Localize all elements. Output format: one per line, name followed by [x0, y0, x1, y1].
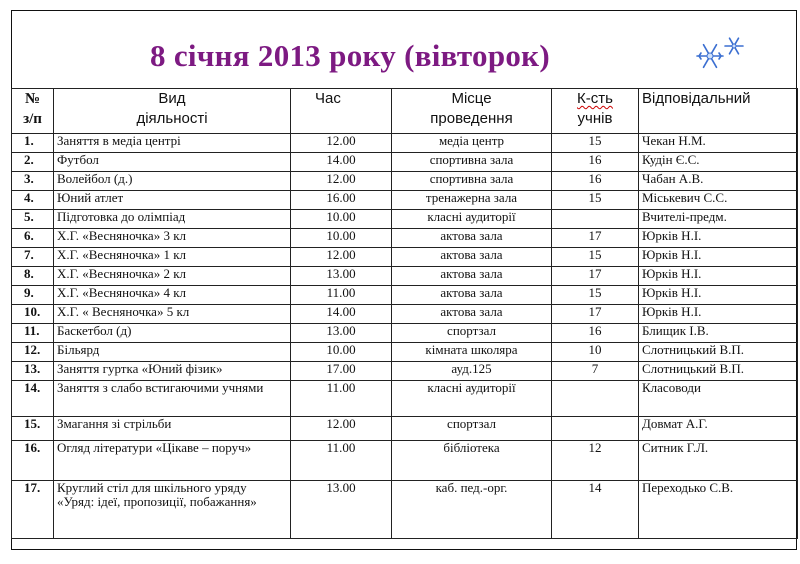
row-activity: Х.Г. «Весняночка» 4 кл	[54, 286, 291, 305]
row-time: 14.00	[291, 305, 392, 324]
table-row	[12, 343, 798, 362]
row-responsible: Переходько С.В.	[639, 481, 798, 539]
row-number: 5.	[12, 210, 54, 229]
table-row	[12, 286, 798, 305]
row-responsible: Юрків Н.І.	[639, 305, 798, 324]
table-row	[12, 441, 798, 481]
row-number: 6.	[12, 229, 54, 248]
schedule-table	[11, 88, 798, 539]
row-responsible: Чабан А.В.	[639, 172, 798, 191]
row-number: 7.	[12, 248, 54, 267]
row-count: 15	[552, 134, 639, 153]
row-count	[552, 210, 639, 229]
row-responsible: Блищик І.В.	[639, 324, 798, 343]
row-place: класні аудиторії	[392, 381, 552, 417]
row-count: 15	[552, 286, 639, 305]
row-place: актова зала	[392, 305, 552, 324]
row-place: спортзал	[392, 417, 552, 441]
row-responsible: Юрків Н.І.	[639, 286, 798, 305]
row-number: 3.	[12, 172, 54, 191]
row-number: 17.	[12, 481, 54, 539]
table-row	[12, 172, 798, 191]
row-responsible: Довмат А.Г.	[639, 417, 798, 441]
header-activity: Вид діяльності	[54, 89, 291, 134]
row-activity: Заняття в медіа центрі	[54, 134, 291, 153]
row-activity: Баскетбол (д)	[54, 324, 291, 343]
row-number: 15.	[12, 417, 54, 441]
row-number: 1.	[12, 134, 54, 153]
row-time: 12.00	[291, 134, 392, 153]
row-activity: Х.Г. « Весняночка» 5 кл	[54, 305, 291, 324]
table-row	[12, 267, 798, 286]
row-time: 13.00	[291, 267, 392, 286]
row-count	[552, 381, 639, 417]
table-row	[12, 191, 798, 210]
row-place: актова зала	[392, 229, 552, 248]
row-place: кімната школяра	[392, 343, 552, 362]
header-count: К-сть учнів	[552, 89, 639, 134]
row-number: 2.	[12, 153, 54, 172]
row-number: 10.	[12, 305, 54, 324]
row-count: 17	[552, 305, 639, 324]
row-count: 7	[552, 362, 639, 381]
row-count: 12	[552, 441, 639, 481]
row-count: 17	[552, 229, 639, 248]
row-activity: Футбол	[54, 153, 291, 172]
row-time: 13.00	[291, 324, 392, 343]
row-responsible: Чекан Н.М.	[639, 134, 798, 153]
row-responsible: Ситник Г.Л.	[639, 441, 798, 481]
row-place: актова зала	[392, 286, 552, 305]
table-row	[12, 305, 798, 324]
row-time: 10.00	[291, 210, 392, 229]
row-activity: Заняття гуртка «Юний фізик»	[54, 362, 291, 381]
table-row	[12, 229, 798, 248]
row-place: актова зала	[392, 248, 552, 267]
row-number: 16.	[12, 441, 54, 481]
row-time: 14.00	[291, 153, 392, 172]
row-place: медіа центр	[392, 134, 552, 153]
row-place: класні аудиторії	[392, 210, 552, 229]
row-count: 16	[552, 153, 639, 172]
table-row	[12, 381, 798, 417]
row-count: 16	[552, 324, 639, 343]
table-row	[12, 481, 798, 539]
header-place: Місце проведення	[392, 89, 552, 134]
table-row	[12, 324, 798, 343]
table-header-row	[12, 89, 798, 134]
row-number: 9.	[12, 286, 54, 305]
row-time: 16.00	[291, 191, 392, 210]
row-activity: Змагання зі стрільби	[54, 417, 291, 441]
row-activity: Х.Г. «Весняночка» 1 кл	[54, 248, 291, 267]
row-activity: Х.Г. «Весняночка» 3 кл	[54, 229, 291, 248]
row-place: ауд.125	[392, 362, 552, 381]
row-responsible: Юрків Н.І.	[639, 248, 798, 267]
row-responsible: Вчителі-предм.	[639, 210, 798, 229]
row-time: 11.00	[291, 441, 392, 481]
page-title: 8 січня 2013 року (вівторок)	[150, 38, 550, 73]
row-activity: Заняття з слабо встигаючими учнями	[54, 381, 291, 417]
table-row	[12, 362, 798, 381]
row-responsible: Кудін Є.С.	[639, 153, 798, 172]
row-activity: Юний атлет	[54, 191, 291, 210]
row-time: 17.00	[291, 362, 392, 381]
row-time: 11.00	[291, 381, 392, 417]
row-place: каб. пед.-орг.	[392, 481, 552, 539]
row-responsible: Юрків Н.І.	[639, 267, 798, 286]
row-place: спортзал	[392, 324, 552, 343]
row-count: 16	[552, 172, 639, 191]
row-responsible: Слотницький В.П.	[639, 343, 798, 362]
row-responsible: Міськевич С.С.	[639, 191, 798, 210]
row-number: 11.	[12, 324, 54, 343]
row-number: 8.	[12, 267, 54, 286]
row-place: бібліотека	[392, 441, 552, 481]
row-number: 12.	[12, 343, 54, 362]
row-number: 13.	[12, 362, 54, 381]
row-time: 12.00	[291, 248, 392, 267]
row-time: 12.00	[291, 172, 392, 191]
row-count: 15	[552, 191, 639, 210]
table-row	[12, 153, 798, 172]
header-time: Час	[291, 89, 392, 134]
row-activity: Огляд літератури «Цікаве – поруч»	[54, 441, 291, 481]
row-responsible: Класоводи	[639, 381, 798, 417]
row-activity: Більярд	[54, 343, 291, 362]
table-row	[12, 248, 798, 267]
row-count	[552, 417, 639, 441]
row-activity: Круглий стіл для шкільного уряду «Уряд: ідеї, пропозиції, побажання»	[54, 481, 291, 539]
row-time: 12.00	[291, 417, 392, 441]
row-time: 10.00	[291, 343, 392, 362]
header-responsible: Відповідальний	[639, 89, 798, 134]
row-time: 11.00	[291, 286, 392, 305]
header-num: № з/п	[12, 89, 54, 134]
row-place: тренажерна зала	[392, 191, 552, 210]
table-row	[12, 210, 798, 229]
row-number: 4.	[12, 191, 54, 210]
row-responsible: Слотницький В.П.	[639, 362, 798, 381]
row-time: 13.00	[291, 481, 392, 539]
row-place: спортивна зала	[392, 153, 552, 172]
row-count: 15	[552, 248, 639, 267]
row-place: актова зала	[392, 267, 552, 286]
row-time: 10.00	[291, 229, 392, 248]
row-activity: Підготовка до олімпіад	[54, 210, 291, 229]
row-activity: Х.Г. «Весняночка» 2 кл	[54, 267, 291, 286]
snowflake-icon	[690, 32, 750, 76]
row-number: 14.	[12, 381, 54, 417]
row-place: спортивна зала	[392, 172, 552, 191]
row-count: 14	[552, 481, 639, 539]
row-count: 10	[552, 343, 639, 362]
row-responsible: Юрків Н.І.	[639, 229, 798, 248]
row-activity: Волейбол (д.)	[54, 172, 291, 191]
table-row	[12, 134, 798, 153]
table-row	[12, 417, 798, 441]
row-count: 17	[552, 267, 639, 286]
